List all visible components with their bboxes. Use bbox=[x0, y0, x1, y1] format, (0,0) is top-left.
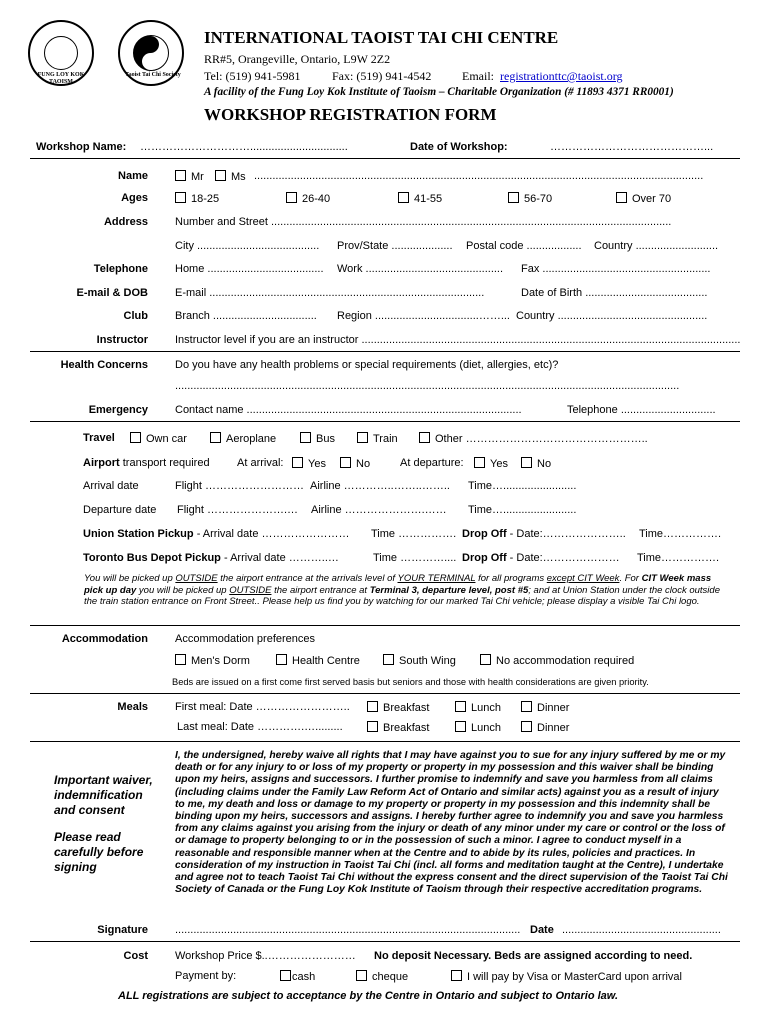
postal-field[interactable]: Postal code .................. bbox=[466, 240, 582, 252]
emergency-telephone-field[interactable]: Telephone ............................... bbox=[567, 404, 716, 416]
emergency-label: Emergency bbox=[88, 404, 148, 416]
departure-no[interactable]: No bbox=[521, 457, 551, 470]
divider bbox=[30, 351, 740, 352]
accommodation-preferences: Accommodation preferences bbox=[175, 633, 316, 645]
workshop-price-field[interactable]: Workshop Price $..…………………… bbox=[175, 950, 356, 962]
airport-label: Airport transport required bbox=[83, 457, 210, 469]
workshop-name-label: Workshop Name: bbox=[36, 141, 127, 153]
name-field[interactable]: ................................................................................................................................................... bbox=[254, 170, 704, 182]
waiver-heading: Important waiver, indemnification and consent Please read carefully before signing bbox=[54, 773, 153, 874]
taoist-tai-chi-society-logo bbox=[118, 20, 184, 86]
arrival-yes[interactable]: Yes bbox=[292, 457, 326, 470]
last-meal-lunch[interactable]: Lunch bbox=[455, 721, 501, 734]
org-fax: Fax: (519) 941-4542 bbox=[332, 69, 432, 83]
home-phone-field[interactable]: Home ...................................... bbox=[175, 263, 324, 275]
health-field[interactable]: ..................................................................................................................................................................... bbox=[175, 380, 680, 392]
divider bbox=[30, 941, 740, 942]
toronto-time-field[interactable]: Time ………….... bbox=[373, 552, 457, 564]
toronto-dropoff-time-field[interactable]: Time……………. bbox=[637, 552, 720, 564]
travel-aeroplane[interactable]: Aeroplane bbox=[210, 432, 276, 445]
ms-checkbox[interactable] bbox=[215, 170, 226, 181]
payment-cash[interactable]: cash bbox=[280, 970, 315, 983]
no-deposit-text: No deposit Necessary. Beds are assigned according to need. bbox=[374, 950, 693, 962]
dob-field[interactable]: Date of Birth ........................................ bbox=[521, 287, 708, 299]
first-meal-breakfast[interactable]: Breakfast bbox=[367, 701, 429, 714]
first-meal-lunch[interactable]: Lunch bbox=[455, 701, 501, 714]
divider bbox=[30, 741, 740, 742]
emergency-contact-field[interactable]: Contact name .......................................................................................... bbox=[175, 404, 522, 416]
work-phone-field[interactable]: Work ............................................. bbox=[337, 263, 504, 275]
travel-label: Travel bbox=[83, 432, 115, 444]
form-title: WORKSHOP REGISTRATION FORM bbox=[204, 105, 497, 124]
mr-option[interactable] bbox=[175, 170, 204, 183]
meals-label: Meals bbox=[117, 701, 148, 713]
prov-field[interactable]: Prov/State .................... bbox=[337, 240, 453, 252]
arrival-no[interactable]: No bbox=[340, 457, 370, 470]
union-dropoff-time-field[interactable]: Time……………. bbox=[639, 528, 722, 540]
workshop-date-field[interactable]: ……………………………………... bbox=[550, 141, 714, 153]
address-country-field[interactable]: Country ........................... bbox=[594, 240, 719, 252]
email-field[interactable]: E-mail .......................................................................................... bbox=[175, 287, 485, 299]
address-label: Address bbox=[103, 216, 148, 228]
accom-health-centre[interactable]: Health Centre bbox=[276, 654, 360, 667]
workshop-date-label: Date of Workshop: bbox=[410, 141, 508, 153]
instructor-label: Instructor bbox=[96, 334, 148, 346]
first-meal-date-field[interactable]: First meal: Date …………………….. bbox=[175, 701, 350, 713]
travel-other[interactable]: Other ………………………………………….. bbox=[419, 432, 648, 445]
org-name: INTERNATIONAL TAOIST TAI CHI CENTRE bbox=[204, 28, 559, 47]
org-tel: Tel: (519) 941-5981 bbox=[204, 69, 301, 83]
cost-label: Cost bbox=[123, 950, 148, 962]
pickup-notice: You will be picked up OUTSIDE the airport entrance at the arrivals level of YOUR TERMINAL for all programs except CIT Week. For CIT Week mass pick up day you will be picked up OUTSIDE the airport entrance at Terminal 3, departure level, post #5; and at Union Station under the clock outside the train station entrance on Front Street.. Please help us find you by watching for our marked Tai Chi vehicle; please display a visible Tai Chi logo. bbox=[84, 573, 720, 607]
departure-flight-field[interactable]: Flight ………………….… bbox=[177, 504, 299, 516]
accom-mens-dorm[interactable]: Men's Dorm bbox=[175, 654, 250, 667]
age-option-41-55[interactable]: 41-55 bbox=[398, 192, 442, 205]
divider bbox=[30, 625, 740, 626]
travel-bus[interactable]: Bus bbox=[300, 432, 335, 445]
left-logo-text: FUNG LOY KOK TAOISM bbox=[37, 72, 85, 85]
footer-note: ALL registrations are subject to acceptance by the Centre in Ontario and subject to Ontario law. bbox=[118, 990, 618, 1002]
signature-date-field[interactable]: .................................................... bbox=[562, 924, 721, 936]
fung-loy-kok-logo bbox=[28, 20, 94, 86]
city-field[interactable]: City ........................................ bbox=[175, 240, 320, 252]
last-meal-date-field[interactable]: Last meal: Date ………….…......... bbox=[177, 721, 343, 733]
arrival-time-field[interactable]: Time…........................ bbox=[468, 480, 577, 492]
fax-field[interactable]: Fax ....................................................... bbox=[521, 263, 711, 275]
divider bbox=[30, 158, 740, 159]
org-email-link[interactable]: registrationttc@taoist.org bbox=[500, 69, 623, 83]
name-label: Name bbox=[118, 170, 148, 182]
accommodation-label: Accommodation bbox=[61, 633, 148, 645]
right-logo-text: Taoist Tai Chi Society bbox=[125, 72, 181, 78]
mr-checkbox[interactable] bbox=[175, 170, 186, 181]
first-meal-dinner[interactable]: Dinner bbox=[521, 701, 569, 714]
payment-visa[interactable]: I will pay by Visa or MasterCard upon arrival bbox=[451, 970, 682, 983]
ages-label: Ages bbox=[121, 192, 148, 204]
divider bbox=[30, 421, 740, 422]
age-option-56-70[interactable]: 56-70 bbox=[508, 192, 552, 205]
at-departure-label: At departure: bbox=[400, 457, 464, 469]
branch-field[interactable]: Branch .................................. bbox=[175, 310, 317, 322]
departure-date-label: Departure date bbox=[83, 504, 157, 516]
mr-text: Mr bbox=[191, 171, 204, 183]
payment-cheque[interactable]: cheque bbox=[356, 970, 408, 983]
at-arrival-label: At arrival: bbox=[237, 457, 284, 469]
toronto-dropoff: Drop Off - Date:………………… bbox=[462, 552, 620, 564]
yin-yang-icon bbox=[133, 35, 169, 71]
accommodation-note: Beds are issued on a first come first served basis but seniors and those with health considerations are given priority. bbox=[172, 677, 649, 687]
age-option-18-25[interactable]: 18-25 bbox=[175, 192, 219, 205]
telephone-label: Telephone bbox=[93, 263, 148, 275]
age-option-26-40[interactable]: 26-40 bbox=[286, 192, 330, 205]
departure-yes[interactable]: Yes bbox=[474, 457, 508, 470]
toronto-bus-row: Toronto Bus Depot Pickup - Arrival date ………..… bbox=[83, 552, 339, 564]
signature-label: Signature bbox=[97, 924, 148, 936]
region-field[interactable]: Region ..................................……... bbox=[337, 310, 510, 322]
ms-text: Ms bbox=[231, 171, 246, 183]
last-meal-breakfast[interactable]: Breakfast bbox=[367, 721, 429, 734]
departure-airline-field[interactable]: Airline ………………….…… bbox=[311, 504, 447, 516]
instructor-level-field[interactable]: Instructor level if you are an instructor ............................................................................................................................ bbox=[175, 334, 741, 346]
health-question: Do you have any health problems or special requirements (diet, allergies, etc)? bbox=[175, 359, 559, 371]
club-label: Club bbox=[123, 310, 148, 322]
payment-label: Payment by: bbox=[175, 970, 237, 982]
waiver-text: I, the undersigned, hereby waive all rights that I may have against you to sue for any injury suffered by me or my death or for any injury to or loss of my property or property in my possession and this waiver shall be binding upon my heirs, assigns and successors. I further promise to indemnify and save you harmless from all claims (including claims under the Family Law Reform Act of Ontario and similar acts) against you as a result of injury to me, my death and loss or damage to my property or property in my possession and this indemnity shall be binding upon my heirs, successors and assigns. I hereby further agree to indemnify you and save you harmless from any claims against you arising from the injury or death of any minor under my care or control or the loss of or damage to property belonging to or in the possession of such a minor. I agree to conduct myself in a reasonable and responsible manner when at the Centre and to abide by its rules, policies and practices. In consideration of my instruction in Taoist Tai Chi (incl. all forms and meditation taught at the Centre), I undertake and agree not to teach Taoist Tai Chi without the express consent and the direct supervision of the Taoist Tai Chi Society of Canada or the Fung Loy Kok Institute of Taoism through their respective accreditation programs. bbox=[175, 750, 728, 896]
last-meal-dinner[interactable]: Dinner bbox=[521, 721, 569, 734]
departure-time-field[interactable]: Time…........................ bbox=[468, 504, 577, 516]
arrival-flight-field[interactable]: Flight ……………………… bbox=[175, 480, 304, 492]
ms-option[interactable] bbox=[215, 170, 246, 183]
arrival-airline-field[interactable]: Airline …………..……..…….. bbox=[310, 480, 450, 492]
street-field[interactable]: Number and Street ................................................................................................................................... bbox=[175, 216, 672, 228]
age-option-over-70[interactable]: Over 70 bbox=[616, 192, 671, 205]
workshop-name-field[interactable]: …………………………................................ bbox=[140, 141, 348, 153]
org-email-label: Email: bbox=[462, 69, 494, 83]
travel-own-car[interactable]: Own car bbox=[130, 432, 187, 445]
org-address: RR#5, Orangeville, Ontario, L9W 2Z2 bbox=[204, 52, 391, 66]
union-station-row: Union Station Pickup - Arrival date …………………… bbox=[83, 528, 350, 540]
org-facility: A facility of the Fung Loy Kok Institute of Taoism – Charitable Organization (# 11893 4371 RR0001) bbox=[204, 86, 674, 98]
travel-train[interactable]: Train bbox=[357, 432, 398, 445]
accom-none[interactable]: No accommodation required bbox=[480, 654, 634, 667]
union-dropoff: Drop Off - Date:………………….. bbox=[462, 528, 626, 540]
union-time-field[interactable]: Time ……………. bbox=[371, 528, 457, 540]
email-dob-label: E-mail & DOB bbox=[76, 287, 148, 299]
signature-date-label: Date bbox=[530, 924, 554, 936]
accom-south-wing[interactable]: South Wing bbox=[383, 654, 456, 667]
arrival-date-label: Arrival date bbox=[83, 480, 139, 492]
signature-field[interactable]: ................................................................................................................. bbox=[175, 924, 521, 936]
health-label: Health Concerns bbox=[60, 359, 148, 371]
club-country-field[interactable]: Country ................................................. bbox=[516, 310, 708, 322]
divider bbox=[30, 693, 740, 694]
